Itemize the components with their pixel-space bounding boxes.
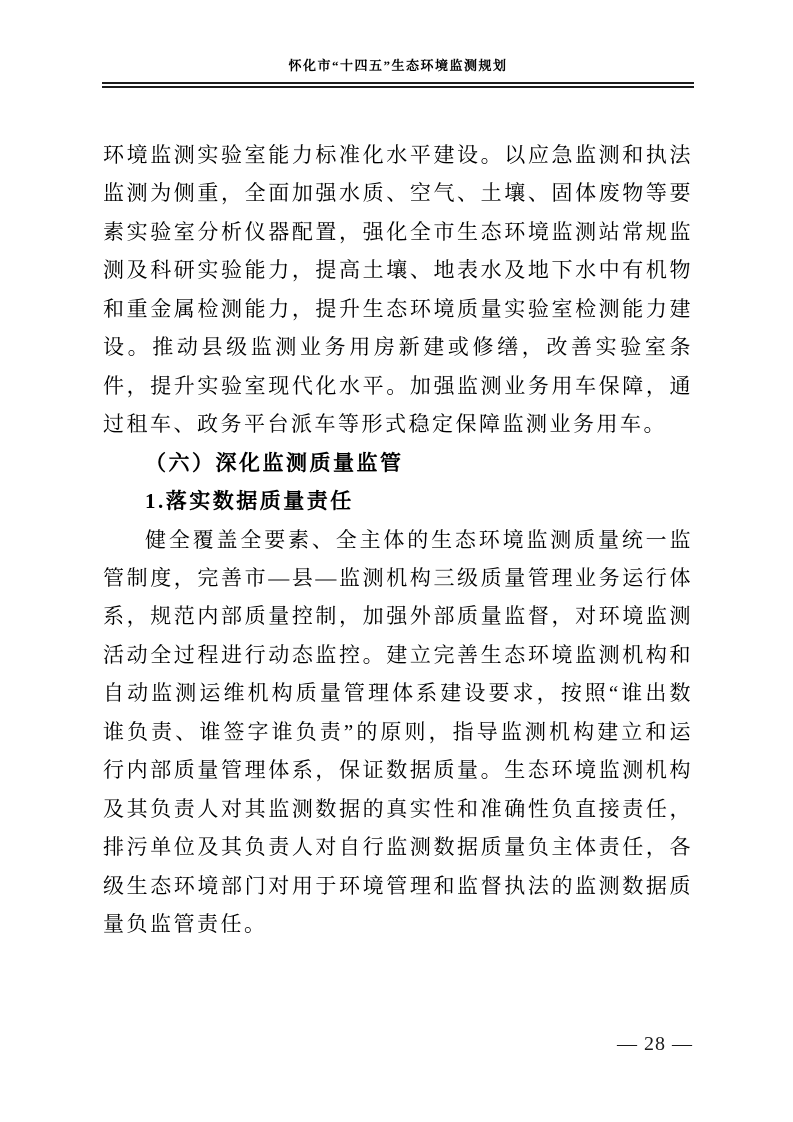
section-heading-six: （六）深化监测质量监管	[145, 450, 404, 475]
header-double-rule	[102, 82, 694, 88]
page-header-title: 怀化市“十四五”生态环境监测规划	[288, 58, 508, 73]
subsection-heading-data-quality: 1.落实数据质量责任	[145, 489, 354, 514]
page-number: — 28 —	[617, 1033, 693, 1055]
paragraph-data-quality-responsibility: 健全覆盖全要素、全主体的生态环境监测质量统一监管制度，完善市—县—监测机构三级质量管理业务运行体系，规范内部质量控制，加强外部质量监督，对环境监测活动全过程进行动态监控。建立完善生态环境监测机构和自动监测运维机构质量管理体系建设要求，按照“谁出数谁负责、谁签字谁负责”的原则，指导监测机构建立和运行内部质量管理体系，保证数据质量。生态环境监测机构及其负责人对其监测数据的真实性和准确性负直接责任，排污单位及其负责人对自行监测数据质量负主体责任，各级生态环境部门对用于环境管理和监督执法的监测数据质量负监管责任。	[103, 527, 693, 937]
paragraph-lab-capacity-building: 环境监测实验室能力标准化水平建设。以应急监测和执法监测为侧重，全面加强水质、空气、土壤、固体废物等要素实验室分析仪器配置，强化全市生态环境监测站常规监测及科研实验能力，提高土壤、地表水及地下水中有机物和重金属检测能力，提升生态环境质量实验室检测能力建设。推动县级监测业务用房新建或修缮，改善实验室条件，提升实验室现代化水平。加强监测业务用车保障，通过租车、政务平台派车等形式稳定保障监测业务用车。	[103, 143, 693, 437]
document-body	[103, 136, 693, 944]
